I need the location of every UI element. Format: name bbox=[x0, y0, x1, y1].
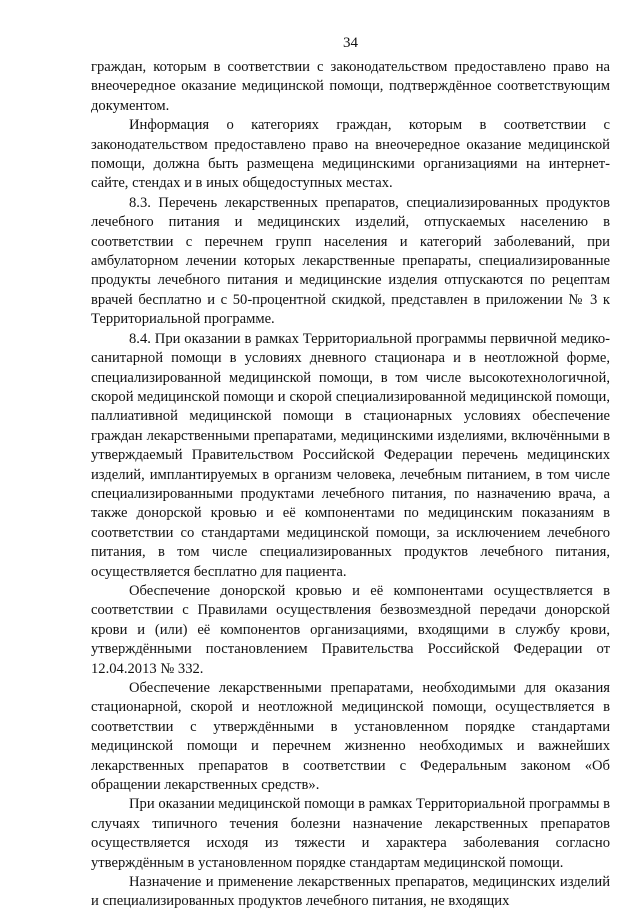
paragraph-8-3: 8.3. Перечень лекарственных препаратов, специализированных продуктов лечебного питания и медицинских изделий, отпускаемых населению в соответствии с перечнем групп населения и категорий заболеваний, при амбулаторном лечении которых лекарственные препараты, специализированные продукты лечебного питания и медицинские изделия отпускаются по рецептам врачей бесплатно и с 50-процентной скидкой, представлен в приложении № 3 к Территориальной программе. bbox=[91, 194, 610, 328]
document-page bbox=[91, 34, 610, 912]
paragraph-medications-supply: Обеспечение лекарственными препаратами, необходимыми для оказания стационарной, скорой и неотложной медицинской помощи, осуществляется в соответствии с утверждёнными в установленном порядке стандартами медицинской помощи и перечнем жизненно необходимых и важнейших лекарственных препаратов в соответствии с Федеральным законом «Об обращении лекарственных средств». bbox=[91, 680, 610, 794]
paragraph-info-categories: Информация о категориях граждан, которым в соответствии с законодательством предоставлено право на внеочередное оказание медицинской помощи, должна быть размещена медицинскими организациями на интернет-сайте, стендах и в иных общедоступных местах. bbox=[91, 117, 610, 192]
paragraph-8-4: 8.4. При оказании в рамках Территориальной программы первичной медико-санитарной помощи в условиях дневного стационара и в неотложной форме, специализированной медицинской помощи, в том числе высокотехнологичной, скорой медицинской помощи и скорой специализированной медицинской помощи, паллиативной медицинской помощи в стационарных условиях обеспечение граждан лекарственными препаратами, медицинскими изделиями, включёнными в утверждаемый Правительством Российской Федерации перечень медицинских изделий, имплантируемых в организм человека, лечебным питанием, в том числе специализированными продуктами лечебного питания, по назначению врача, а также донорской кровью и её компонентами по медицинским показаниям в соответствии со стандартами медицинской помощи, за исключением лечебного питания, в том числе специализированных продуктов лечебного питания, осуществляется бесплатно для пациента. bbox=[91, 330, 610, 580]
paragraph-typical-course: При оказании медицинской помощи в рамках Территориальной программы в случаях типичного течения болезни назначение лекарственных препаратов осуществляется исходя из тяжести и характера заболевания согласно утверждённым в установленном порядке стандартам медицинской помощи. bbox=[91, 796, 610, 871]
paragraph-continuation: граждан, которым в соответствии с законодательством предоставлено право на внеочередное оказание медицинской помощи, подтверждённое соответствующим документом. bbox=[91, 59, 610, 114]
paragraph-donor-blood: Обеспечение донорской кровью и её компонентами осуществляется в соответствии с Правилами осуществления безвозмездной передачи донорской крови и (или) её компонентов организациями, входящими в службу крови, утверждёнными постановлением Правительства Российской Федерации от 12.04.2013 № 332. bbox=[91, 582, 610, 677]
paragraph-prescription-outside: Назначение и применение лекарственных препаратов, медицинских изделий и специализированных продуктов лечебного питания, не входящих bbox=[91, 874, 610, 910]
page-number: 34 bbox=[343, 35, 358, 51]
